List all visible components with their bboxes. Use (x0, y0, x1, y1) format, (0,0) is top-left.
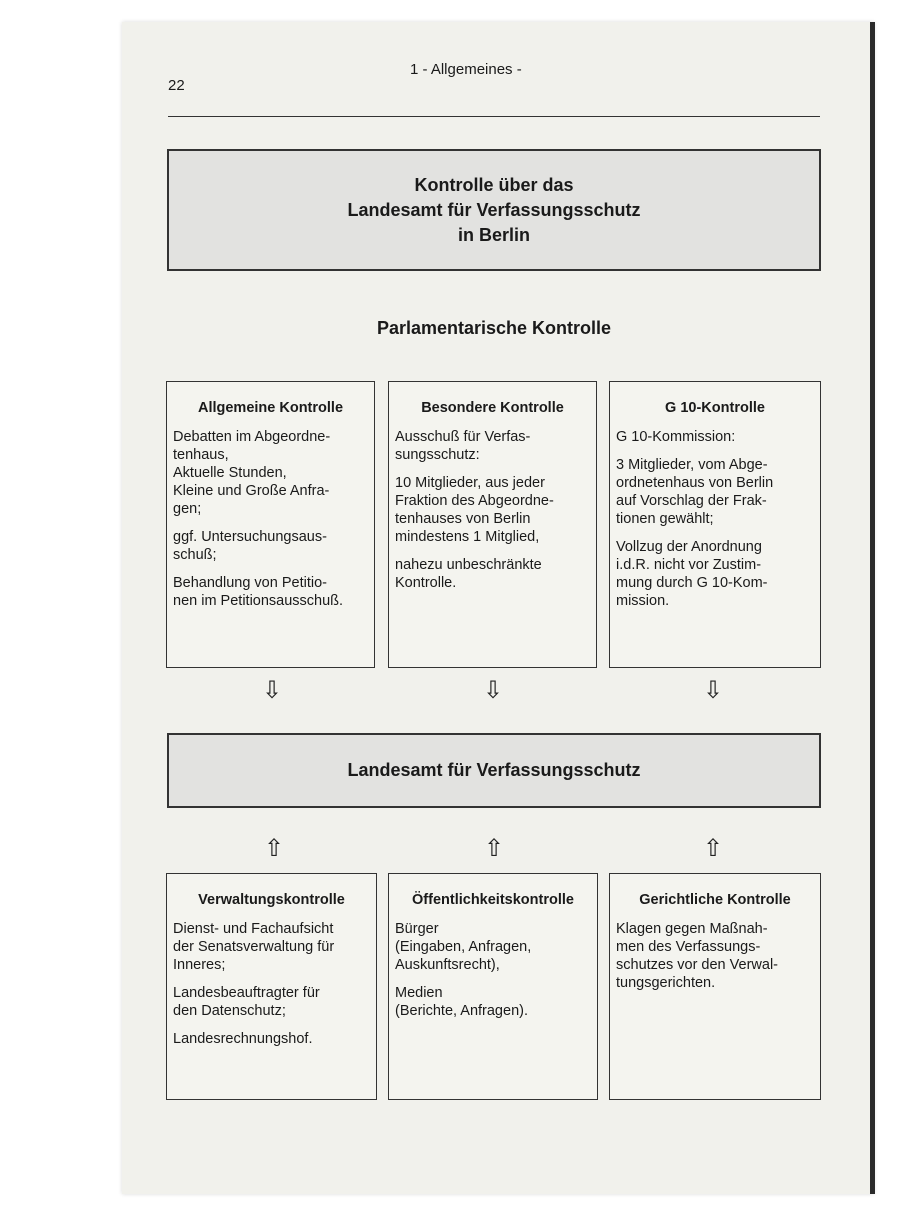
title-line-2: Landesamt für Verfassungsschutz (347, 199, 641, 220)
box-gerichtliche-kontrolle (609, 873, 821, 1100)
box-paragraph: G 10-Kommission: (616, 429, 736, 445)
running-title: 1 - Allgemeines - (410, 61, 522, 78)
box-paragraph: 3 Mitglieder, vom Abge- ordnetenhaus von Berlin auf Vorschlag der Frak- tionen gewählt; (616, 457, 774, 527)
title-line-1: Kontrolle über das (414, 174, 574, 195)
box-body (616, 920, 814, 992)
box-allgemeine-kontrolle (166, 381, 375, 668)
box-paragraph: Klagen gegen Maßnah- men des Verfassungs- schutzes vor den Verwal- tungsgerichten. (616, 921, 778, 991)
box-g10-kontrolle (609, 381, 821, 668)
box-body (173, 428, 368, 610)
agency-box: Landesamt für Verfassungsschutz (167, 733, 821, 808)
box-title: Besondere Kontrolle (421, 400, 564, 416)
box-paragraph: Behandlung von Petitio- nen im Petitionsausschuß. (173, 575, 344, 609)
box-paragraph: Landesrechnungshof. (173, 1031, 313, 1047)
box-title: Öffentlichkeitskontrolle (412, 892, 574, 908)
box-body (395, 428, 590, 592)
box-verwaltungskontrolle (166, 873, 377, 1100)
title-line-3: in Berlin (457, 224, 530, 245)
arrow-down-icon: ⇩ (482, 676, 504, 704)
box-title: Gerichtliche Kontrolle (639, 892, 791, 908)
box-paragraph: 10 Mitglieder, aus jeder Fraktion des Abgeordne- tenhauses von Berlin mindestens 1 Mitglied, (395, 475, 554, 545)
box-oeffentlichkeitskontrolle (388, 873, 598, 1100)
book-spine-edge (870, 22, 875, 1194)
box-body (616, 428, 814, 610)
arrow-down-icon: ⇩ (261, 676, 283, 704)
header-rule (168, 116, 820, 117)
box-paragraph: Debatten im Abgeordne- tenhaus, Aktuelle Stunden, Kleine und Große Anfra- gen; (173, 429, 331, 517)
diagram-title-box (167, 149, 821, 271)
box-paragraph: Bürger (Eingaben, Anfragen, Auskunftsrecht), (395, 921, 532, 973)
box-title: G 10-Kontrolle (665, 400, 765, 416)
page-number: 22 (168, 77, 185, 94)
box-paragraph: Medien (Berichte, Anfragen). (395, 985, 528, 1019)
arrow-down-icon: ⇩ (702, 676, 724, 704)
box-title: Verwaltungskontrolle (198, 892, 345, 908)
arrow-up-icon: ⇧ (702, 834, 724, 862)
box-paragraph: Dienst- und Fachaufsicht der Senatsverwaltung für Inneres; (173, 921, 335, 973)
box-body (395, 920, 591, 1020)
box-paragraph: Landesbeauftragter für den Datenschutz; (173, 985, 320, 1019)
arrow-up-icon: ⇧ (483, 834, 505, 862)
box-paragraph: nahezu unbeschränkte Kontrolle. (395, 557, 542, 591)
arrow-up-icon: ⇧ (263, 834, 285, 862)
box-paragraph: Ausschuß für Verfas- sungsschutz: (395, 429, 531, 463)
box-paragraph: ggf. Untersuchungsaus- schuß; (173, 529, 327, 563)
box-title: Allgemeine Kontrolle (197, 400, 344, 416)
box-paragraph: Vollzug der Anordnung i.d.R. nicht vor Zustim- mung durch G 10-Kom- mission. (616, 539, 768, 609)
box-besondere-kontrolle (388, 381, 597, 668)
parliamentary-heading: Parlamentarische Kontrolle (376, 318, 612, 338)
box-body (173, 920, 370, 1048)
